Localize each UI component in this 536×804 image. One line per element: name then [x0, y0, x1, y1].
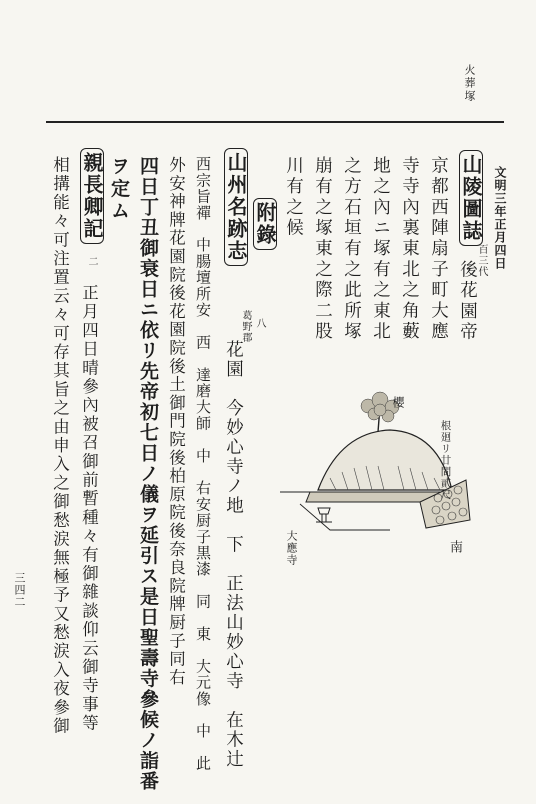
chikanaga-vol: 二 — [86, 256, 97, 267]
running-title: 火葬塚 — [463, 64, 476, 103]
sanryo-line-4: 之方石垣有之此所塚 — [341, 156, 362, 343]
emperor-name: 後花園帝 — [457, 260, 478, 343]
sanryo-line-1: 京都西陣扇子町大應 — [428, 156, 449, 343]
sanryo-line-2: 寺寺內裏東北之角藪 — [399, 156, 420, 343]
yamashiro-line-1: 花園 今妙心寺ノ地 下 正法山妙心寺 在木辻 — [223, 340, 244, 769]
sanryo-line-5: 崩有之塚東之際二股 — [312, 156, 333, 343]
page-number: 三四二 — [13, 572, 26, 608]
mound-note: 根廻リ廿間貳尺 — [439, 420, 452, 501]
yamashiro-line-3: 外安神牌花園院後花園院後土御門院後柏原院後奈良院牌厨子同右 — [166, 156, 186, 687]
tree-label: 櫻 — [391, 396, 405, 408]
chikanaga-line-1: 四日丁丑御衰日ニ依リ先帝初七日ノ儀ヲ延引ス是日聖壽寺參候ノ詣番 — [137, 156, 159, 792]
sanryo-line-3: 地之內ニ塚有之東北 — [370, 156, 391, 343]
sanryo-zushi-title: 山陵圖誌 — [459, 150, 483, 246]
header-rule — [46, 121, 504, 123]
chikanaga-line-2: ヲ定ム — [108, 156, 130, 223]
temple-label: 大應寺 — [285, 530, 298, 566]
chikanaga-line-4: 相搆能々可注置云々可存其旨之由申入之御愁涙無極予又愁涙入夜參御 — [50, 156, 70, 736]
mound-shape — [318, 430, 452, 490]
emperor-number: 百三代 — [476, 244, 487, 277]
entry-date: 文明三年正月四日 — [493, 166, 507, 270]
sanryo-line-6: 川有之候 — [283, 156, 304, 239]
chikanaga-title: 親長卿記 — [80, 148, 104, 244]
south-label: 南 — [447, 540, 462, 553]
yamashiro-line-2: 西宗旨禪 中腸壇所安 西 達磨大師 中 右安厨子黒漆 同 東 大元像 中 此 — [194, 156, 212, 772]
furoku-title: 附錄 — [253, 198, 277, 250]
yamashiro-district: 葛野郡 — [240, 310, 251, 343]
yamashiro-vol: 八 — [254, 318, 265, 329]
yamashiro-title: 山州名跡志 — [224, 148, 248, 266]
chikanaga-line-3: 正月四日晴參內被召御前暫種々有御雜談仰云御寺事等 — [79, 284, 99, 733]
